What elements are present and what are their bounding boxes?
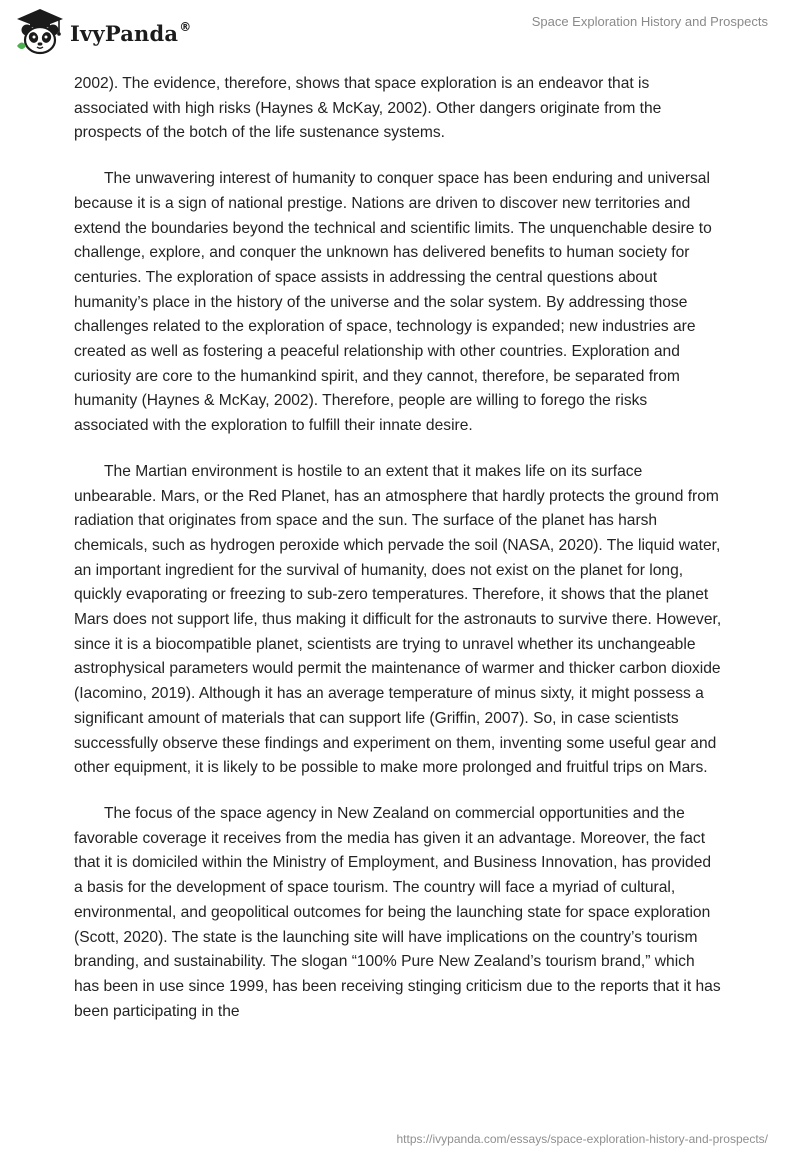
document-title: Space Exploration History and Prospects: [531, 14, 768, 29]
essay-body: [74, 72, 724, 1045]
logo-wordmark: IvyPanda®: [70, 19, 192, 46]
essay-paragraph: The Martian environment is hostile to an extent that it makes life on its surface unbearable. Mars, or the Red Planet, has an atmosphere that hardly protects the ground from radiation that originates from space and the sun. The surface of the planet has harsh chemicals, such as hydrogen peroxide which pervade the soil (NASA, 2020). The liquid water, an important ingredient for the survival of humanity, does not exist on the planet for long, quickly evaporating or freezing to sub-zero temperatures. Therefore, it shows that the planet Mars does not support life, thus making it difficult for the astronauts to survive there. However, since it is a biocompatible planet, scientists are trying to unravel whether its unchangeable astrophysical parameters would permit the maintenance of warmer and thicker carbon dioxide (Iacomino, 2019). Although it has an average temperature of minus sixty, it might possess a significant amount of materials that can support life (Griffin, 2007). So, in case scientists successfully observe these findings and experiment on them, inventing some useful gear and other equipment, it is likely to be possible to make more prolonged and fruitful trips on Mars.: [74, 462, 722, 777]
essay-paragraph: 2002). The evidence, therefore, shows that space exploration is an endeavor that is associated with high risks (Haynes & McKay, 2002). Other dangers originate from the prospects of the botch of the life sustenance systems.: [74, 75, 662, 142]
page-header: [0, 0, 800, 64]
source-url[interactable]: https://ivypanda.com/essays/space-exploration-history-and-prospects/: [396, 1132, 768, 1146]
panda-graduate-icon: [14, 6, 66, 58]
site-logo[interactable]: [14, 6, 191, 58]
essay-paragraph: The unwavering interest of humanity to conquer space has been enduring and universal because it is a sign of national prestige. Nations are driven to discover new territories and extend the boundaries beyond the technical and scientific limits. The unquenchable desire to challenge, explore, and conquer the unknown has delivered benefits to human society for centuries. The exploration of space assists in addressing the central questions about humanity’s place in the history of the universe and the solar system. By addressing those challenges related to the exploration of space, technology is expanded; new industries are created as well as fostering a peaceful relationship with other countries. Exploration and curiosity are core to the humankind spirit, and they cannot, therefore, be separated from humanity (Haynes & McKay, 2002). Therefore, people are willing to forego the risks associated with the exploration to fulfill their innate desire.: [74, 170, 712, 435]
essay-paragraph: The focus of the space agency in New Zealand on commercial opportunities and the favorable coverage it receives from the media has given it an advantage. Moreover, the fact that it is domiciled within the Ministry of Employment, and Business Innovation, has provided a basis for the development of space tourism. The country will face a myriad of cultural, environmental, and geopolitical outcomes for being the launching state for space exploration (Scott, 2020). The state is the launching site will have implications on the country’s tourism branding, and sustainability. The slogan “100% Pure New Zealand’s tourism brand,” which has been in use since 1999, has been receiving stinging criticism due to the reports that it has been participating in the: [74, 804, 721, 1020]
